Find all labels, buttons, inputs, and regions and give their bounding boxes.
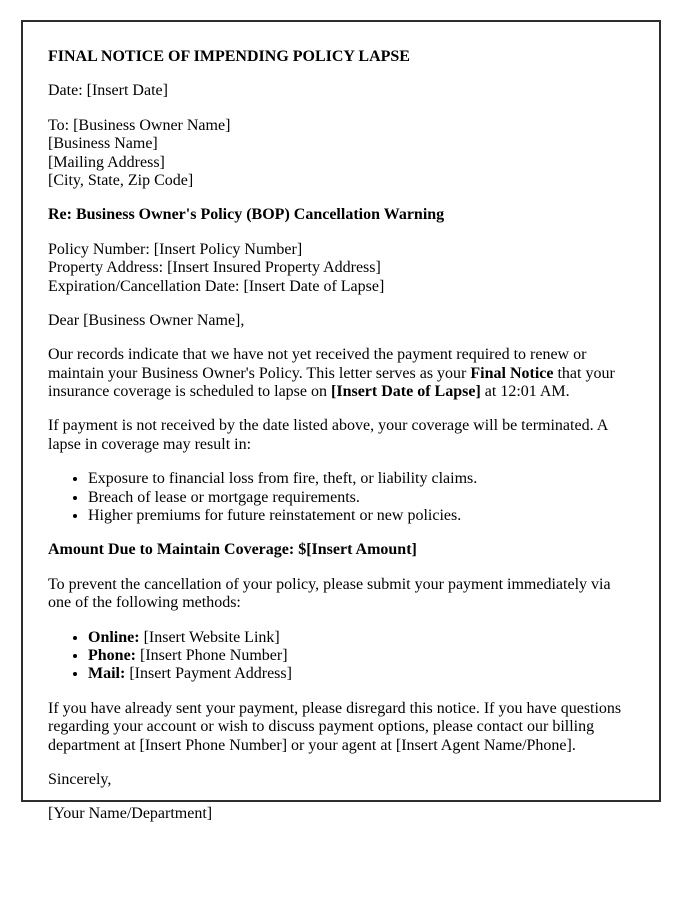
recipient-block: [48, 117, 634, 191]
letter-document: [21, 20, 661, 823]
payment-method-value: [Insert Phone Number]: [136, 646, 288, 664]
prevent-cancellation-paragraph: To prevent the cancellation of your policy, please submit your payment immediately via one of the following methods:: [48, 575, 611, 612]
lapse-warning-paragraph: If payment is not received by the date listed above, your coverage will be terminated. A lapse in coverage may result in:: [48, 417, 608, 453]
recipient-line: [Mailing Address]: [48, 153, 165, 171]
payment-method-item: [88, 629, 634, 647]
risk-bullet-item: • Higher premiums for future reinstatement or new policies.: [88, 507, 634, 525]
payment-method-label: Online:: [88, 628, 140, 646]
payment-method-value: [Insert Website Link]: [139, 628, 280, 646]
risk-bullets-list: [48, 470, 634, 525]
records-notice-paragraph: Our records indicate that we have not yet received the payment required to renew or maintain your Business Owner's Policy. This letter serves as your Final Notice that your insurance coverage is scheduled to lapse on [Insert Date of Lapse] at 12:01 AM.: [48, 346, 615, 401]
policy-line: Policy Number: [Insert Policy Number]: [48, 240, 303, 258]
salutation: Dear [Business Owner Name],: [48, 311, 245, 329]
payment-method-label: Phone:: [88, 646, 136, 664]
signature-line: [Your Name/Department]: [48, 805, 213, 823]
policy-line: Property Address: [Insert Insured Property Address]: [48, 259, 381, 277]
date-line: Date: [Insert Date]: [48, 82, 168, 100]
payment-method-label: Mail:: [88, 665, 126, 683]
risk-bullet-item: • Exposure to financial loss from fire, theft, or liability claims.: [88, 470, 634, 488]
subject-line: Re: Business Owner's Policy (BOP) Cancellation Warning: [48, 206, 445, 224]
policy-details-block: [48, 241, 634, 296]
letter-title: FINAL NOTICE OF IMPENDING POLICY LAPSE: [48, 48, 410, 65]
risk-bullet-item: • Breach of lease or mortgage requirements.: [88, 489, 634, 507]
disregard-notice-paragraph: If you have already sent your payment, please disregard this notice. If you have questions regarding your account or wish to discuss payment options, please contact our billing department at [Insert Phone Number] or your agent at [Insert Agent Name/Phone].: [48, 699, 622, 754]
payment-method-item: [88, 647, 634, 665]
recipient-line: [Business Name]: [48, 135, 158, 153]
payment-methods-list: [48, 629, 634, 684]
recipient-line: [City, State, Zip Code]: [48, 171, 194, 189]
policy-line: Expiration/Cancellation Date: [Insert Date of Lapse]: [48, 277, 385, 295]
recipient-line: To: [Business Owner Name]: [48, 116, 231, 134]
closing-line: Sincerely,: [48, 770, 112, 788]
payment-method-value: [Insert Payment Address]: [125, 665, 292, 683]
payment-method-item: [88, 665, 634, 683]
amount-due-line: Amount Due to Maintain Coverage: $[Insert Amount]: [48, 541, 417, 559]
